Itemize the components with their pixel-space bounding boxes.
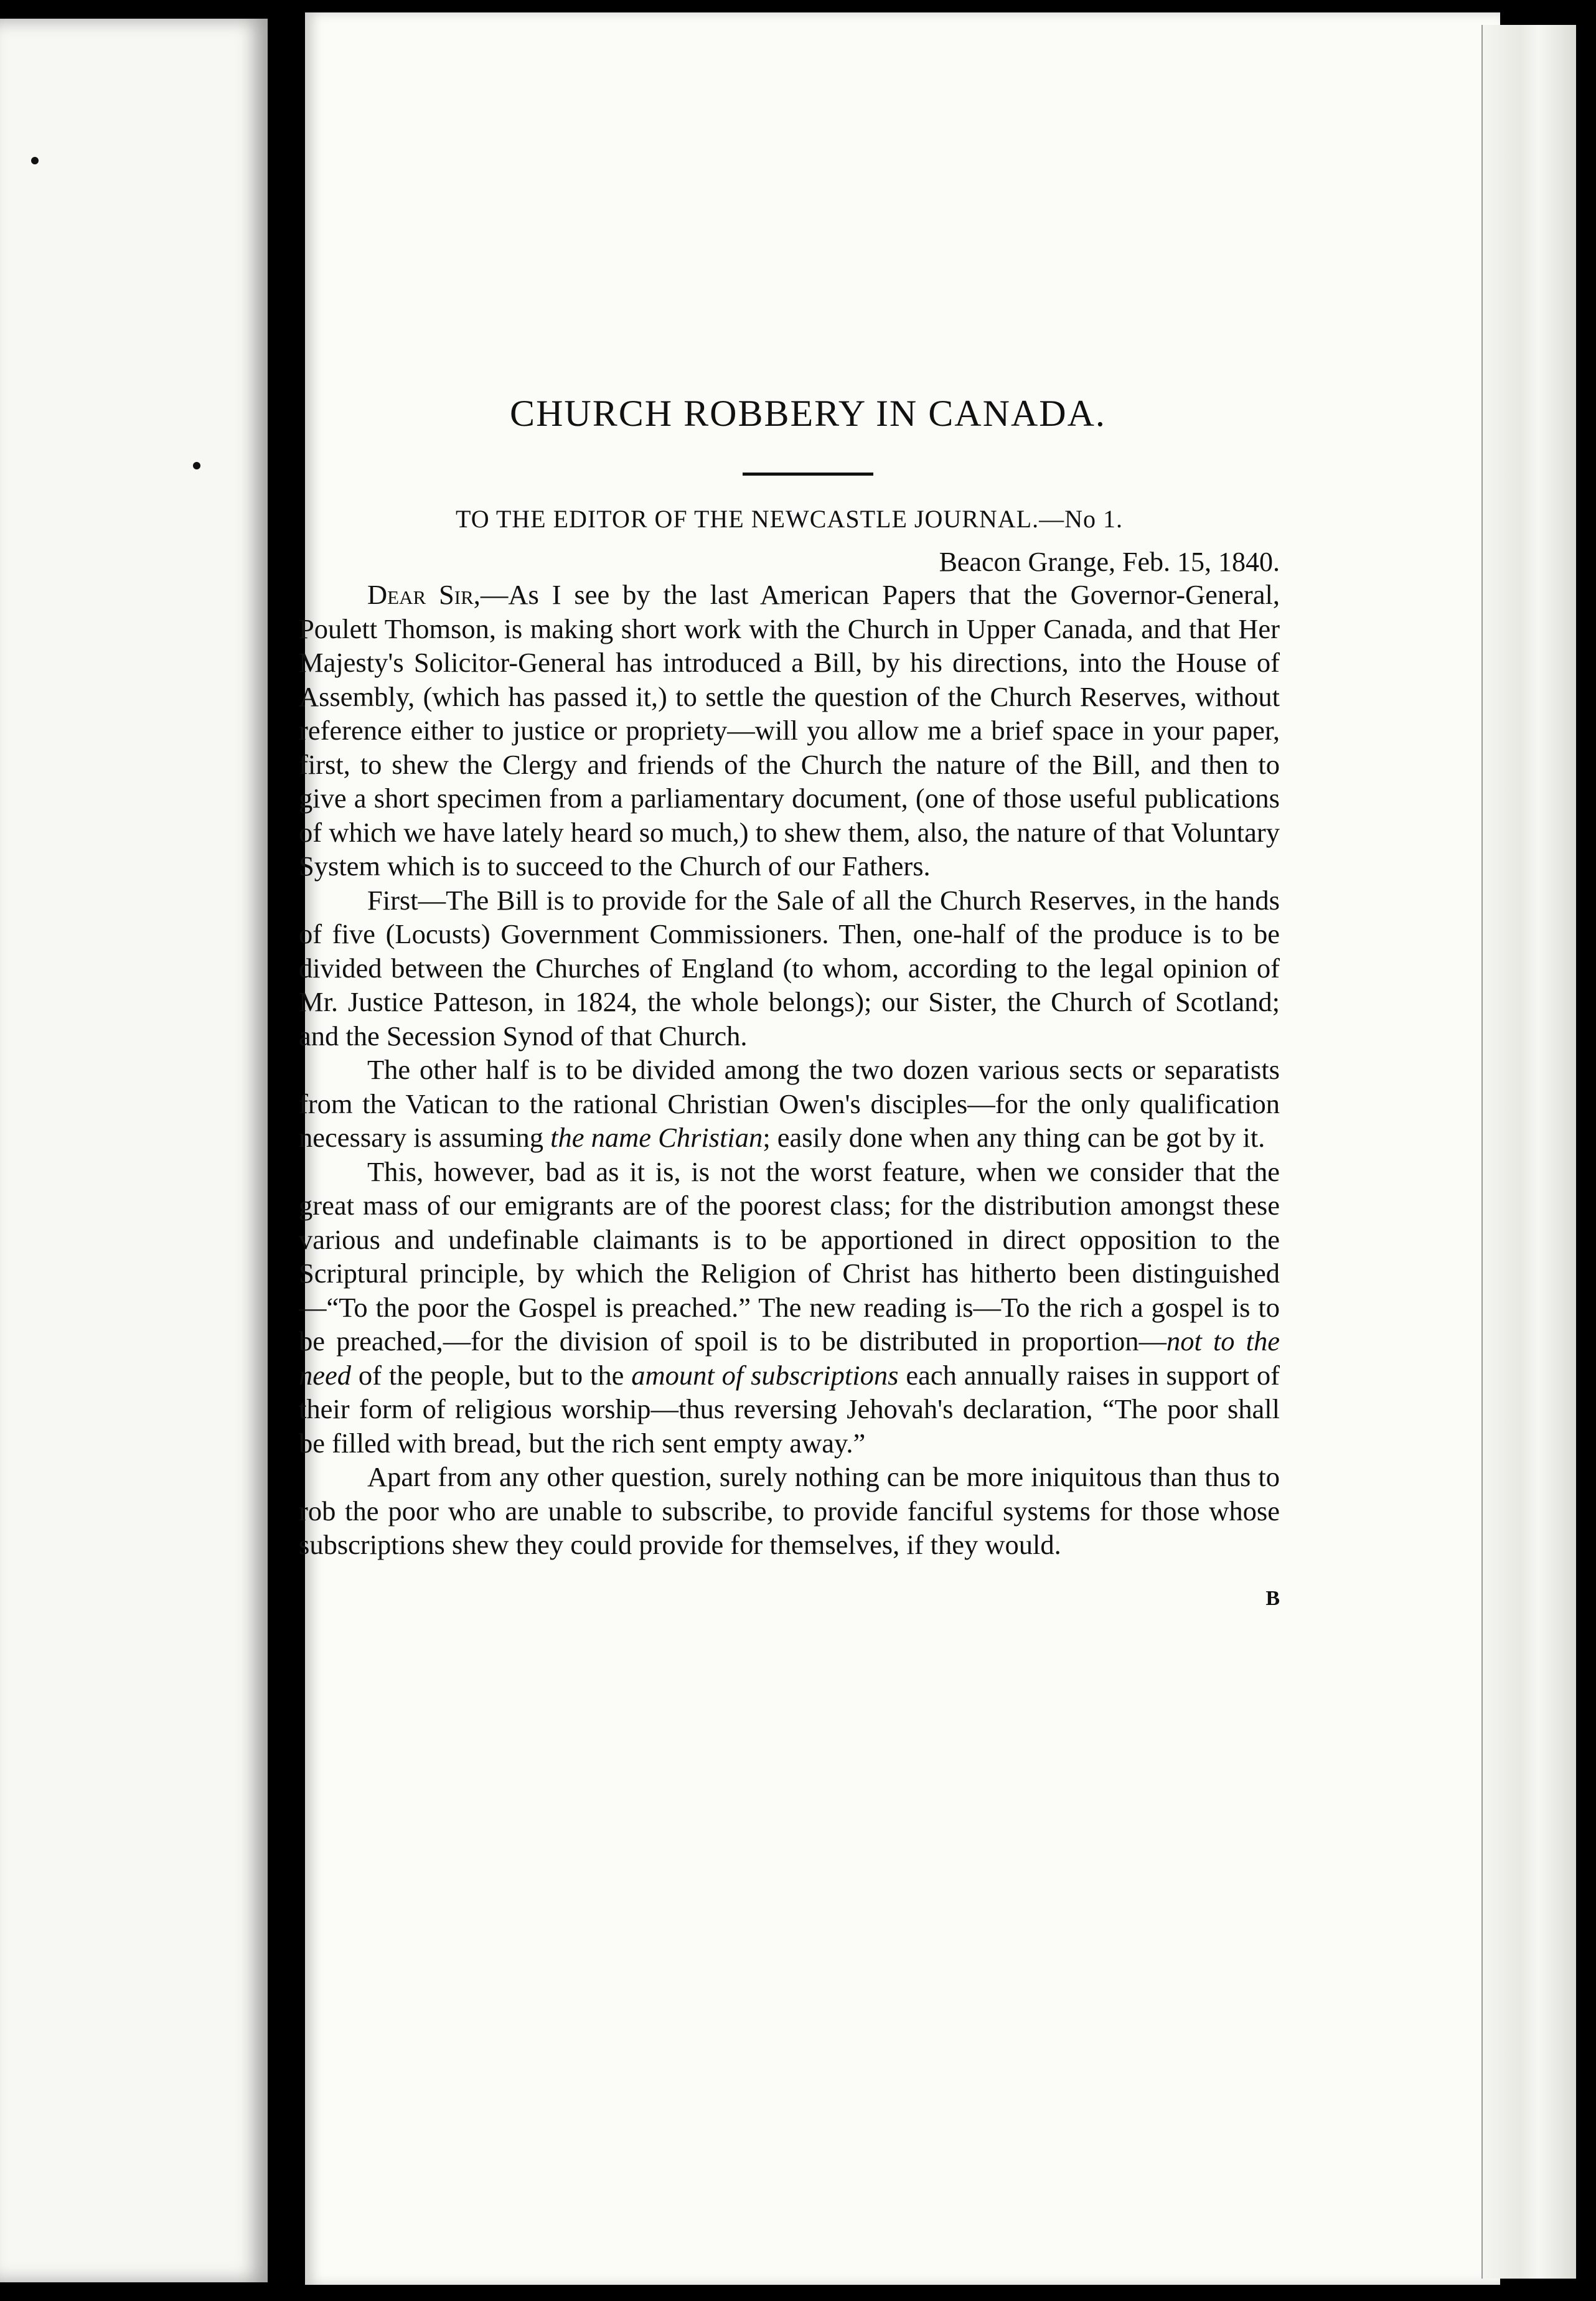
paragraph-4-emphasis-subscriptions: amount of subscriptions	[631, 1359, 899, 1391]
paragraph-4	[299, 1155, 1280, 1461]
paragraph-5: Apart from any other question, surely nothing can be more iniquitous than thus to rob the poor who are unable to subscribe, to provide fanciful systems for those whose subscriptions shew they could provide for themselves, if they would.	[299, 1461, 1280, 1560]
paragraph-4-emphasis-need: not to the need	[299, 1325, 1280, 1391]
paragraph-4-text-end: each annually raises in support of their form of religious worship—thus reversing Jehovah's declaration, “The poor shall be filled with bread, but the rich sent empty away.”	[299, 1359, 1280, 1459]
salutation: Dear Sir,	[367, 579, 481, 610]
left-facing-page	[0, 19, 268, 2282]
dateline: Beacon Grange, Feb. 15, 1840.	[939, 547, 1280, 577]
paragraph-3-emphasis: the name Christian	[550, 1122, 763, 1153]
article-title: CHURCH ROBBERY IN CANADA.	[510, 393, 1106, 434]
paragraph-1-text: —As I see by the last American Papers that the Governor-General, Poulett Thomson, is making short work with the Church in Upper Canada, and that Her Majesty's Solicitor-General has introduced a Bill, by his directions, into the House of Assembly, (which has passed it,) to settle the question of the Church Reserves, without reference either to justice or propriety—will you allow me a brief space in your paper, first, to shew the Clergy and friends of the Church the nature of the Bill, and then to give a short specimen from a parliamentary document, (one of those useful publications of which we have lately heard so much,) to shew them, also, the nature of that Voluntary System which is to succeed to the Church of our Fathers.	[299, 579, 1280, 882]
speck-mark	[31, 157, 39, 164]
paragraph-3-text: The other half is to be divided among the two dozen various sects or separatists from the Vatican to the rational Christian Owen's disciples—for the only qualification necessary is assuming	[299, 1054, 1280, 1153]
paragraph-3	[299, 1053, 1280, 1155]
signature-mark: B	[1265, 1586, 1280, 1610]
paragraph-2: First—The Bill is to provide for the Sale of all the Church Reserves, in the hands of five (Locusts) Government Commissioners. Then, one-half of the produce is to be divided between the Churches of England (to whom, according to the legal opinion of Mr. Justice Patteson, in 1824, the whole belongs); our Sister, the Church of Scotland; and the Secession Synod of that Church.	[299, 884, 1280, 1052]
paragraph-4-text: This, however, bad as it is, is not the worst feature, when we consider that the great mass of our emigrants are of the poorest class; for the distribution amongst these various and undefinable claimants is to be apportioned in direct opposition to the Scriptural principle, by which the Religion of Christ has hitherto been distinguished—“To the poor the Gospel is preached.” The new reading is—To the rich a gospel is to be preached,—for the division of spoil is to be distributed in proportion—	[299, 1155, 1280, 1357]
paragraph-3-text-end: ; easily done when any thing can be got by it.	[763, 1122, 1265, 1153]
article	[299, 392, 1280, 1611]
article-subheading: TO THE EDITOR OF THE NEWCASTLE JOURNAL.—No 1.	[455, 505, 1123, 533]
title-rule	[743, 473, 873, 476]
speck-mark	[193, 462, 200, 469]
article-body	[299, 578, 1280, 1562]
paragraph-4-text-mid: of the people, but to the	[351, 1359, 632, 1391]
paragraph-1	[299, 578, 1280, 883]
page-fore-edge	[1481, 25, 1576, 2279]
